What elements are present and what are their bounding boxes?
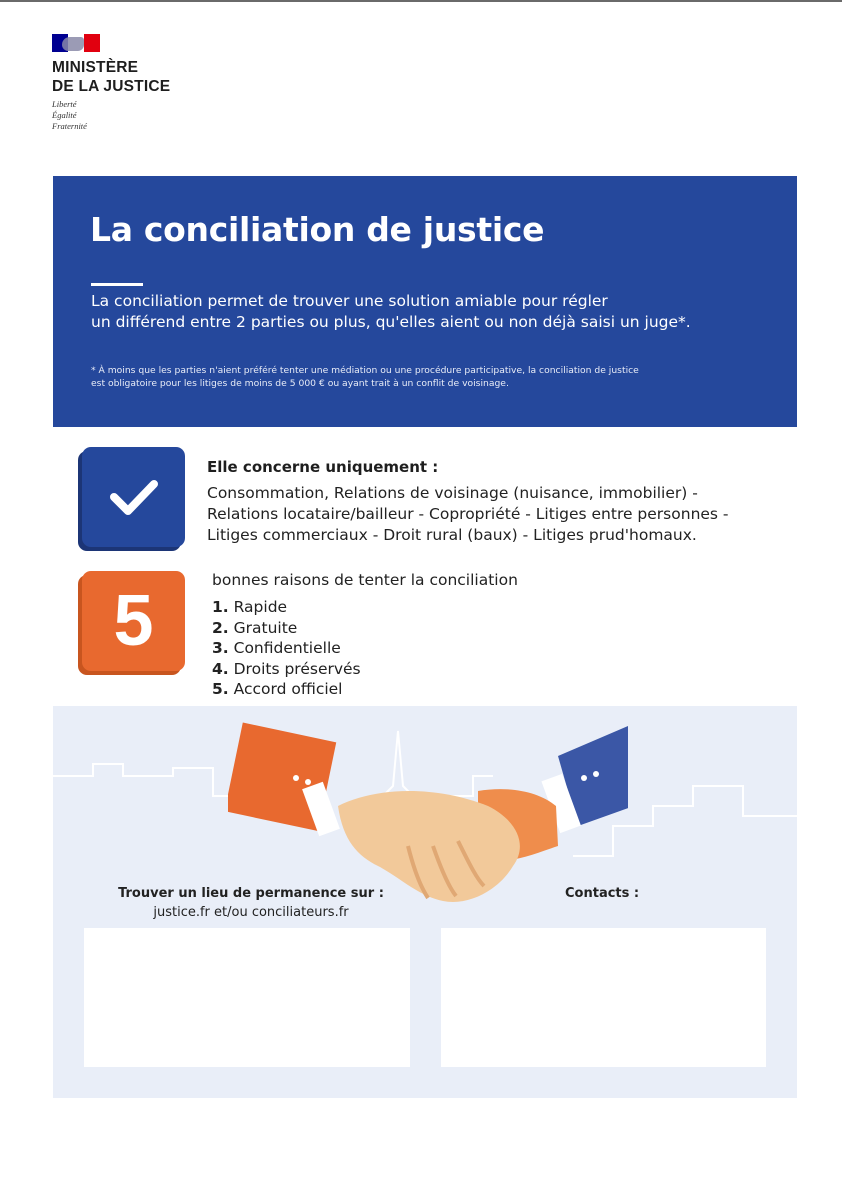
- reasons-title: bonnes raisons de tenter la conciliation: [212, 571, 518, 589]
- reason-label: Confidentielle: [233, 639, 341, 657]
- handshake-icon: [228, 706, 628, 916]
- motto-fraternite: Fraternité: [52, 121, 87, 131]
- reason-number: 2.: [212, 618, 229, 637]
- scope-list: [207, 483, 777, 546]
- scope-title: Elle concerne uniquement :: [207, 458, 439, 476]
- checkmark-icon: [82, 447, 185, 547]
- reason-label: Gratuite: [233, 618, 298, 637]
- contacts-label: Contacts :: [565, 886, 640, 901]
- reason-number: 4.: [212, 659, 229, 678]
- republic-motto: [52, 99, 170, 132]
- reason-label: Accord officiel: [233, 680, 343, 698]
- scope-line1: Consommation, Relations de voisinage (nuisance, immobilier) -: [207, 484, 698, 502]
- motto-egalite: Égalité: [52, 110, 77, 120]
- page-title: La conciliation de justice: [90, 210, 545, 249]
- title-divider: [91, 283, 143, 286]
- five-badge: 5: [113, 581, 154, 661]
- intro-text: [91, 291, 781, 333]
- ministry-logo: [52, 34, 170, 132]
- motto-liberte: Liberté: [52, 99, 77, 109]
- ministry-name: [52, 58, 170, 96]
- scope-line3: Litiges commerciaux - Droit rural (baux) - Litiges prud'homaux.: [207, 526, 697, 544]
- scope-line2: Relations locataire/bailleur - Copropriété - Litiges entre personnes -: [207, 505, 729, 523]
- find-location-url: justice.fr et/ou conciliateurs.fr: [153, 905, 349, 920]
- list-item: [212, 659, 361, 680]
- location-box: [84, 928, 410, 1067]
- reason-label: Droits préservés: [233, 659, 361, 678]
- list-item: [212, 679, 361, 700]
- page-edge-line: [0, 0, 842, 2]
- five-reasons-tile: [82, 571, 185, 671]
- reasons-list: [212, 597, 361, 700]
- marianne-flag-icon: [52, 34, 100, 52]
- reason-number: 3.: [212, 639, 229, 657]
- checkmark-tile: [82, 447, 185, 547]
- reason-label: Rapide: [233, 598, 288, 616]
- contact-panel: [53, 706, 797, 1098]
- list-item: [212, 638, 361, 659]
- footnote: [91, 364, 791, 390]
- reason-number: 5.: [212, 680, 229, 698]
- list-item: [212, 618, 361, 639]
- footnote-line2: est obligatoire pour les litiges de moins de 5 000 € ou ayant trait à un conflit de voisinage.: [91, 378, 509, 389]
- footnote-line1: * À moins que les parties n'aient préféré tenter une médiation ou une procédure participative, la conciliation de justice: [91, 365, 639, 376]
- intro-line2: un différend entre 2 parties ou plus, qu'elles aient ou non déjà saisi un juge*.: [91, 313, 691, 331]
- contacts-box: [441, 928, 766, 1067]
- list-item: [212, 597, 361, 618]
- reason-number: 1.: [212, 598, 229, 616]
- ministry-name-line1: MINISTÈRE: [52, 59, 139, 76]
- title-banner: [53, 176, 797, 427]
- ministry-name-line2: DE LA JUSTICE: [52, 78, 171, 95]
- find-location-label: Trouver un lieu de permanence sur :: [118, 886, 384, 901]
- intro-line1: La conciliation permet de trouver une solution amiable pour régler: [91, 292, 608, 310]
